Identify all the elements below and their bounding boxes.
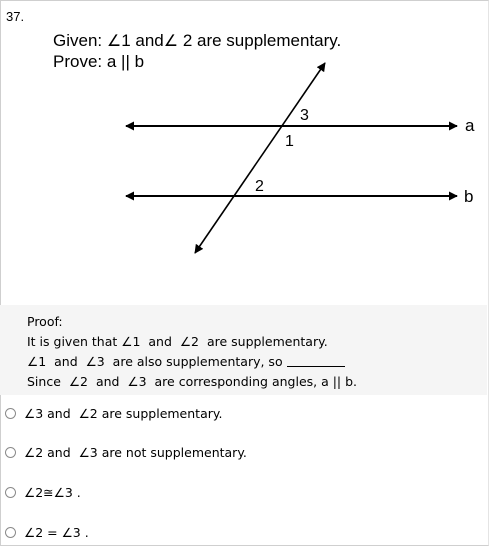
radio-button[interactable] (5, 487, 16, 498)
angle-symbol: ∠ (163, 33, 179, 50)
angle-label-2: 2 (255, 178, 264, 195)
line-label-b: b (464, 187, 474, 206)
angle-label-3: 3 (300, 107, 309, 124)
given-prefix: Given: (53, 31, 107, 50)
answer-choice-3[interactable] (0, 477, 487, 507)
radio-button[interactable] (5, 447, 16, 458)
radio-button[interactable] (5, 408, 16, 419)
choice-label: ∠2 and ∠3 are not supplementary. (24, 444, 247, 460)
choice-label: ∠2 = ∠3 . (24, 524, 89, 540)
line-label-a: a (465, 116, 475, 135)
prove-statement: Prove: a || b (53, 52, 145, 71)
given-mid-1: 1 and (121, 31, 164, 50)
proof-heading: Proof: (27, 314, 63, 329)
proof-line-2 (27, 352, 357, 372)
question-number: 37. (6, 9, 25, 24)
given-mid-2: 2 are supplementary. (178, 31, 342, 50)
proof-line-1: It is given that ∠1 and ∠2 are supplementary. (27, 334, 328, 349)
answer-choice-2[interactable] (0, 437, 487, 467)
choice-label: ∠3 and ∠2 are supplementary. (24, 405, 223, 421)
choice-label: ∠2≅∠3 . (24, 484, 81, 500)
answer-choice-4[interactable] (0, 517, 487, 547)
proof-line-2-text: ∠1 and ∠3 are also supplementary, so (27, 354, 287, 369)
proof-block (27, 312, 357, 392)
answer-blank (287, 354, 345, 367)
answer-choice-1[interactable] (0, 398, 487, 428)
angle-symbol: ∠ (106, 33, 122, 50)
transversal-line (195, 63, 325, 253)
angle-label-1: 1 (285, 133, 294, 150)
radio-button[interactable] (5, 527, 16, 538)
proof-line-3: Since ∠2 and ∠3 are corresponding angles, a || b. (27, 374, 358, 389)
